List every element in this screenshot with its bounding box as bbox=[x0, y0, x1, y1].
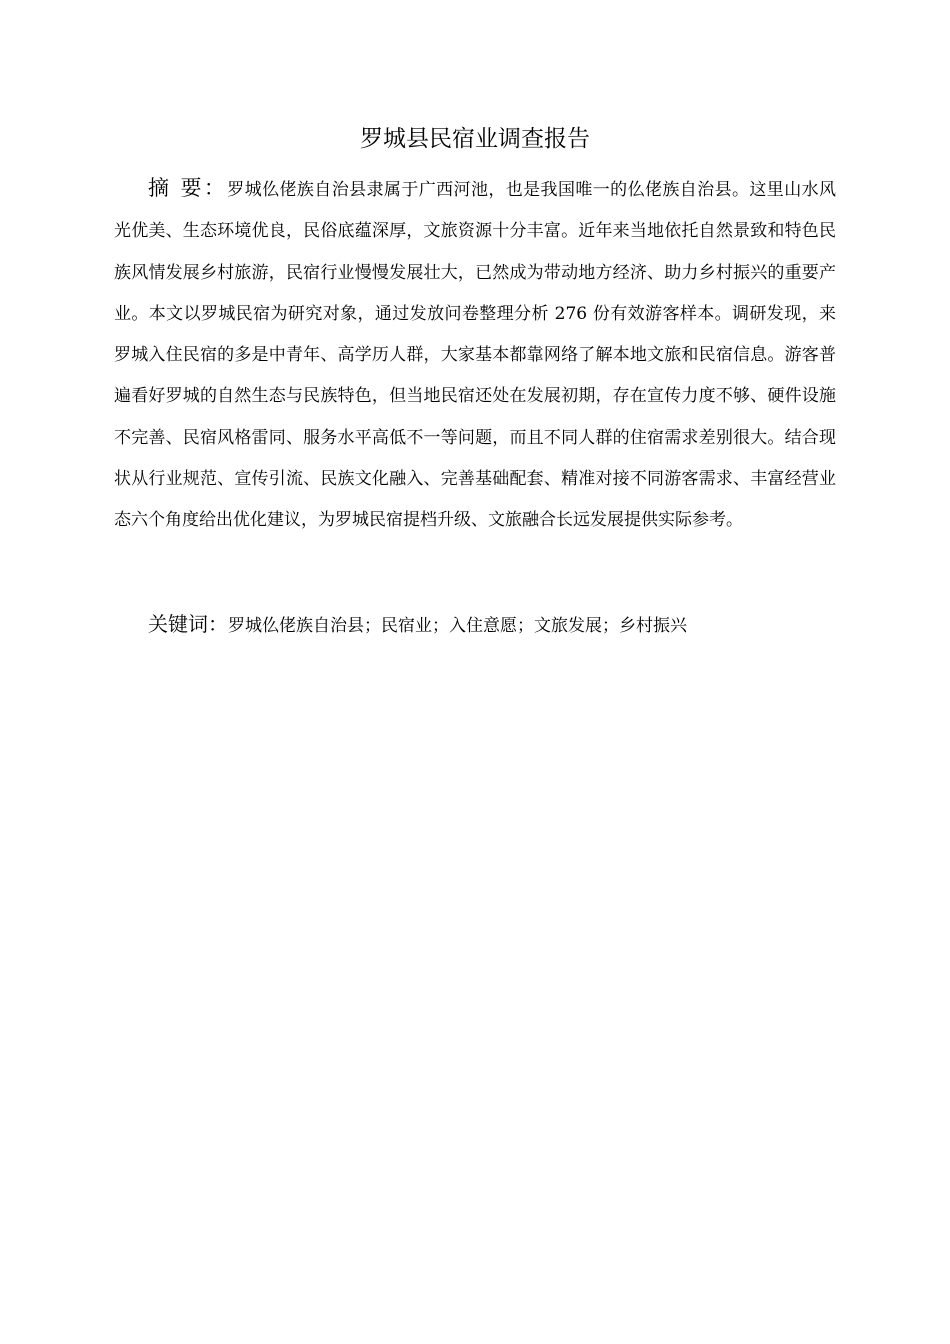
abstract-label: 摘 要： bbox=[148, 176, 228, 200]
abstract-paragraph bbox=[114, 168, 836, 542]
keywords-text: 罗城仫佬族自治县；民宿业；入住意愿；文旅发展；乡村振兴 bbox=[228, 616, 687, 636]
keywords-label: 关键词： bbox=[148, 612, 228, 636]
keywords-line bbox=[148, 606, 848, 644]
abstract-text: 罗城仫佬族自治县隶属于广西河池，也是我国唯一的仫佬族自治县。这里山水风光优美、生态环境优良，民俗底蕴深厚，文旅资源十分丰富。近年来当地依托自然景致和特色民族风情发展乡村旅游，民宿行业慢慢发展壮大，已然成为带动地方经济、助力乡村振兴的重要产业。本文以罗城民宿为研究对象，通过发放问卷整理分析 276 份有效游客样本。调研发现，来罗城入住民宿的多是中青年、高学历人群，大家基本都靠网络了解本地文旅和民宿信息。游客普遍看好罗城的自然生态与民族特色，但当地民宿还处在发展初期，存在宣传力度不够、硬件设施不完善、民宿风格雷同、服务水平高低不一等问题，而且不同人群的住宿需求差别很大。结合现状从行业规范、宣传引流、民族文化融入、完善基础配套、精准对接不同游客需求、丰富经营业态六个角度给出优化建议，为罗城民宿提档升级、文旅融合长远发展提供实际参考。 bbox=[114, 180, 836, 531]
document-title: 罗城县民宿业调查报告 bbox=[360, 126, 590, 152]
